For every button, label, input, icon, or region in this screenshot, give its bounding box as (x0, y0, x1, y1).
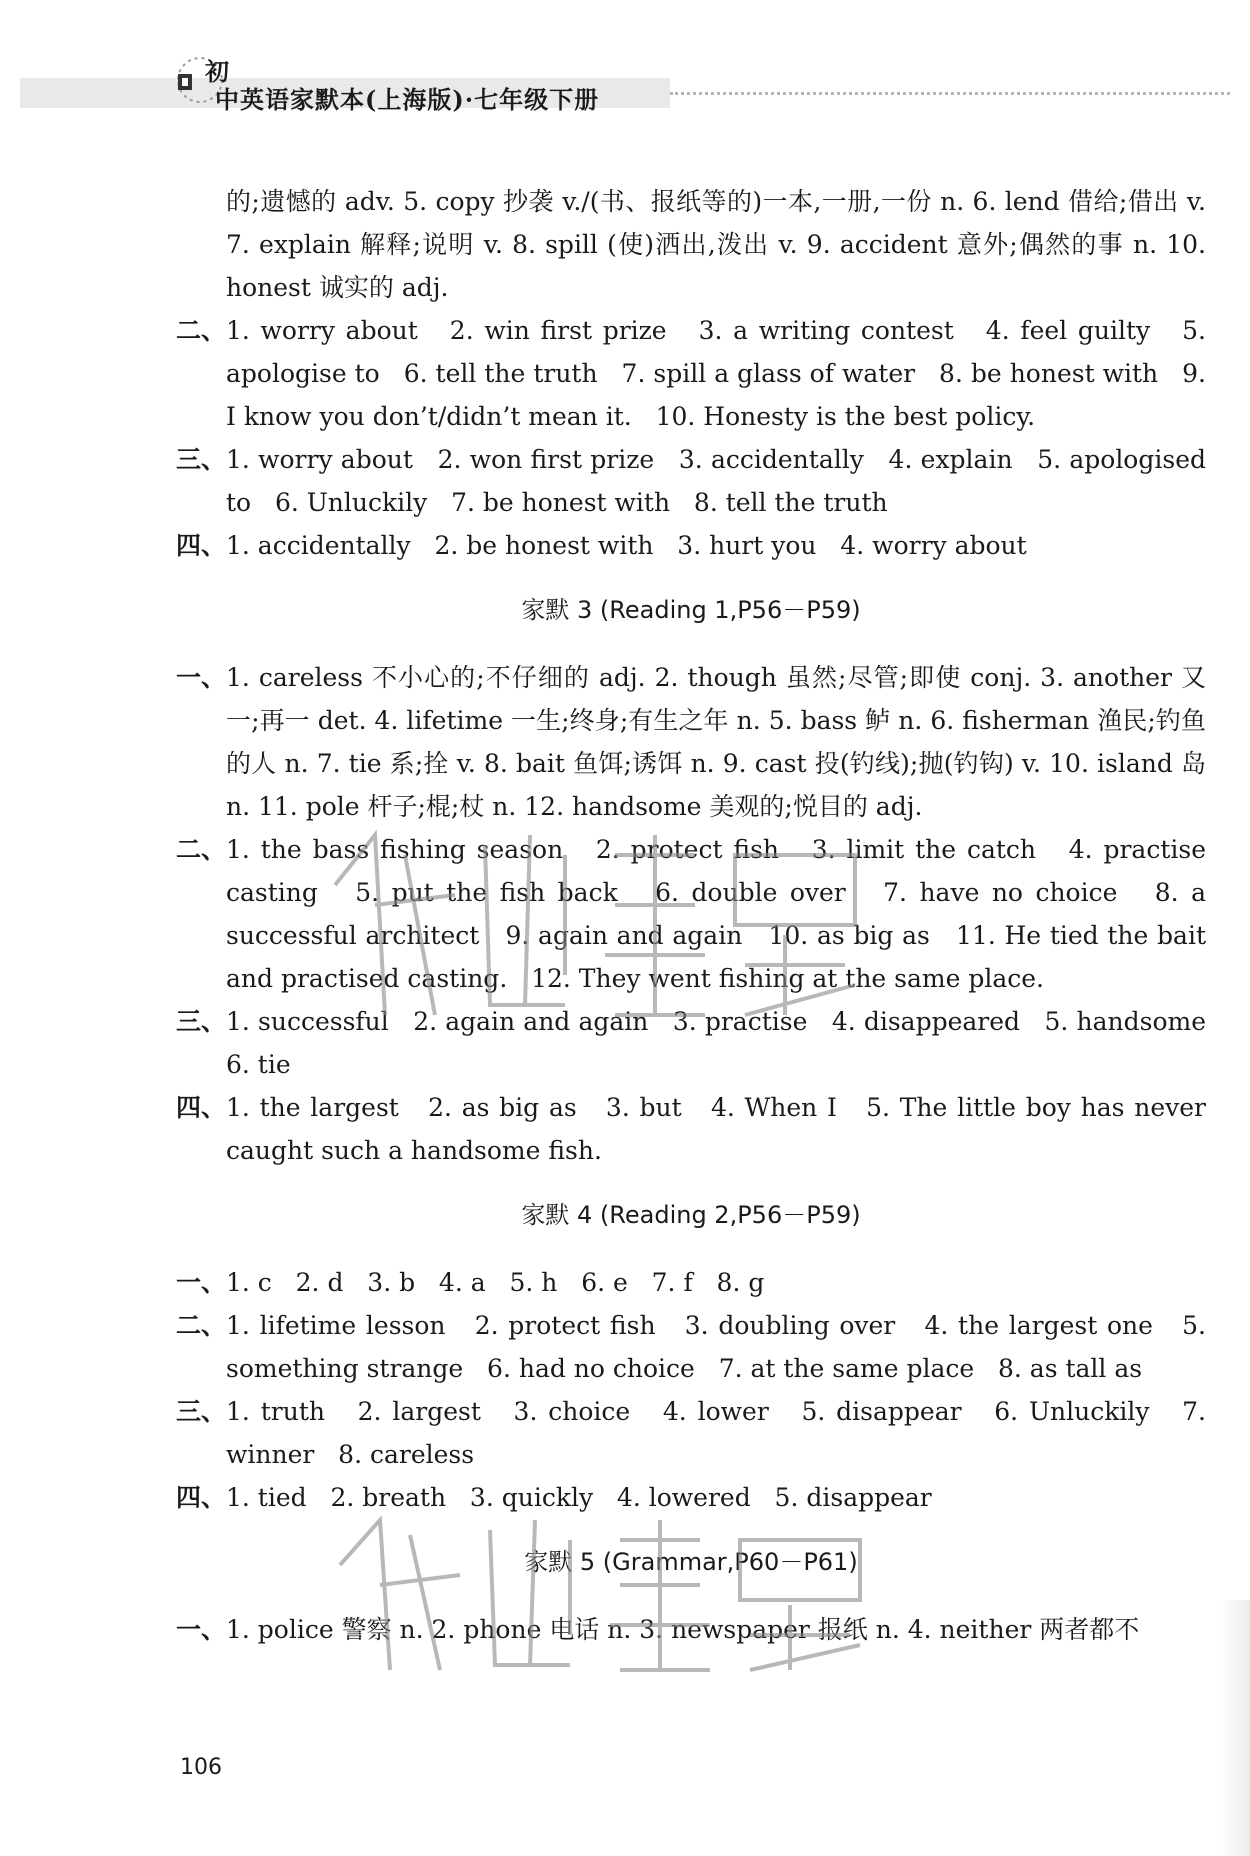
question-number: 三、 (176, 445, 227, 474)
question-number: 一、 (176, 663, 227, 692)
book-title: 中英语家默本(上海版)·七年级下册 (215, 85, 600, 114)
question-number: 二、 (176, 1311, 227, 1340)
question-number: 一、 (176, 1268, 227, 1297)
answer-text: 1. c 2. d 3. b 4. a 5. h 6. e 7. f 8. g (226, 1268, 765, 1297)
answer-paragraph (176, 828, 1214, 1000)
answer-content (176, 180, 1230, 1651)
answer-text: 1. accidentally 2. be honest with 3. hurt you 4. worry about (226, 531, 1027, 560)
question-number: 二、 (176, 835, 227, 864)
question-number: 四、 (176, 1483, 227, 1512)
header-chu: 初 (205, 57, 229, 86)
answer-text: 1. worry about 2. win first prize 3. a writing contest 4. feel guilty 5. apologise to 6. tell the truth 7. spill a glass of water 8. be honest with 9. I know you don’t/didn’t mean it. 10. Honesty is the best policy. (226, 316, 1214, 431)
answer-paragraph (176, 524, 1206, 567)
page-edge-shadow (1220, 1600, 1250, 1856)
answer-paragraph (176, 1304, 1214, 1390)
page-number: 106 (180, 1755, 222, 1780)
question-number: 四、 (176, 1093, 227, 1122)
answer-paragraph (176, 1608, 1206, 1651)
question-number: 二、 (176, 316, 227, 345)
answer-paragraph (176, 1390, 1214, 1476)
question-number: 四、 (176, 531, 227, 560)
section-heading: 家默 3 (Reading 1,P56－P59) (521, 596, 861, 624)
answer-text: 1. lifetime lesson 2. protect fish 3. doubling over 4. the largest one 5. something strange 6. had no choice 7. at the same place 8. as tall as (226, 1311, 1214, 1383)
answer-text: 1. police 警察 n. 2. phone 电话 n. 3. newspaper 报纸 n. 4. neither 两者都不 (226, 1615, 1140, 1644)
answer-paragraph (176, 1476, 1206, 1519)
answer-paragraph (176, 438, 1214, 524)
answer-text: 1. the bass fishing season 2. protect fish 3. limit the catch 4. practise casting 5. put the fish back 6. double over 7. have no choice 8. a successful architect 9. again and again 10. as big as 11. He tied the bait and practised casting. 12. They went fishing at the same place. (226, 835, 1214, 993)
header-dotted-rule (670, 92, 1230, 95)
question-number: 三、 (176, 1397, 227, 1426)
answer-text: 1. the largest 2. as big as 3. but 4. When I 5. The little boy has never caught such a handsome fish. (226, 1093, 1214, 1165)
answer-paragraph (176, 1086, 1214, 1172)
section-heading: 家默 4 (Reading 2,P56－P59) (521, 1201, 861, 1229)
answer-paragraph (176, 180, 1214, 309)
answer-text: 1. worry about 2. won first prize 3. accidentally 4. explain 5. apologised to 6. Unluckily 7. be honest with 8. tell the truth (226, 445, 1214, 517)
answer-text: 1. careless 不小心的;不仔细的 adj. 2. though 虽然;尽管;即使 conj. 3. another 又一;再一 det. 4. lifetime 一生;终身;有生之年 n. 5. bass 鲈 n. 6. fisherman 渔民;钓鱼的人 n. 7. tie 系;拴 v. 8. bait 鱼饵;诱饵 n. 9. cast 投(钓线);抛(钓钩) v. 10. island 岛 n. 11. pole 杆子;棍;杖 n. 12. handsome 美观的;悦目的 adj. (226, 663, 1214, 821)
question-number: 一、 (176, 1615, 227, 1644)
answer-paragraph (176, 1261, 1206, 1304)
section-heading: 家默 5 (Grammar,P60－P61) (524, 1548, 858, 1576)
answer-paragraph (176, 309, 1214, 438)
question-number: 三、 (176, 1007, 227, 1036)
answer-paragraph (176, 1000, 1230, 1086)
answer-text: 1. truth 2. largest 3. choice 4. lower 5. disappear 6. Unluckily 7. winner 8. careless (226, 1397, 1214, 1469)
answer-text: 的;遗憾的 adv. 5. copy 抄袭 v./(书、报纸等的)一本,一册,一份 n. 6. lend 借给;借出 v. 7. explain 解释;说明 v. 8. spill (使)洒出,泼出 v. 9. accident 意外;偶然的事 n. 10. honest 诚实的 adj. (226, 187, 1214, 302)
answer-text: 1. successful 2. again and again 3. practise 4. disappeared 5. handsome 6. tie (226, 1007, 1230, 1079)
answer-paragraph (176, 656, 1214, 828)
answer-text: 1. tied 2. breath 3. quickly 4. lowered 5. disappear (226, 1483, 932, 1512)
